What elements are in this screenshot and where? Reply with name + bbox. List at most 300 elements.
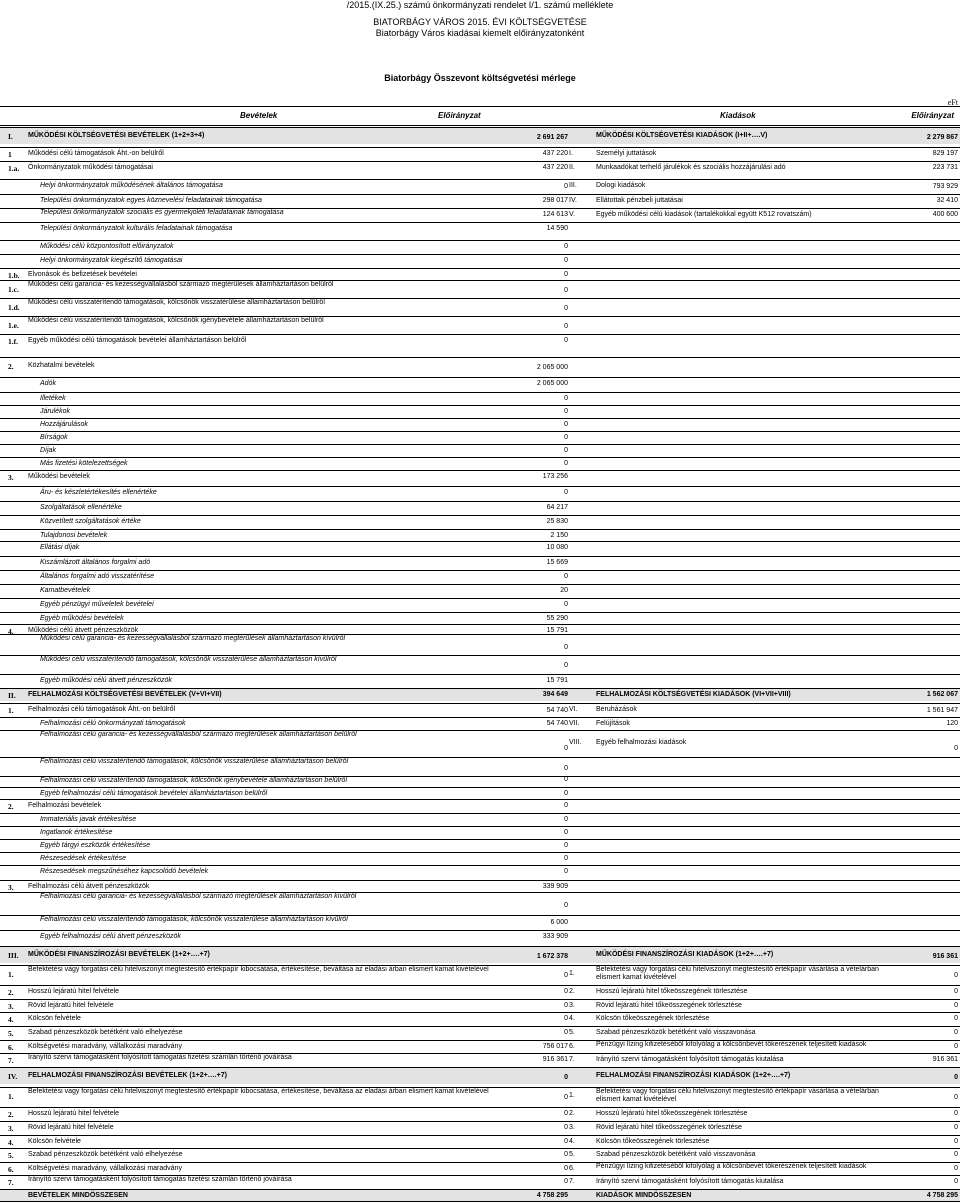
col-expense: Kiadások bbox=[720, 111, 756, 120]
revenue-label: Egyéb működési célú támogatások bevételei államháztartáson belülről bbox=[28, 337, 247, 344]
row-code: 2. bbox=[8, 988, 14, 997]
revenue-value: 0 bbox=[564, 323, 568, 330]
expense-code: 3. bbox=[569, 1002, 575, 1009]
revenue-value: 2 065 000 bbox=[536, 364, 568, 371]
row-code: 1.d. bbox=[8, 303, 20, 312]
row-code: 1.e. bbox=[8, 321, 19, 330]
table-row bbox=[0, 826, 960, 839]
row-code: 1.c. bbox=[8, 285, 19, 294]
row-code: 1.a. bbox=[8, 164, 20, 173]
revenue-value: 0 bbox=[564, 601, 568, 608]
table-row bbox=[0, 1026, 960, 1039]
table-row bbox=[0, 915, 960, 929]
expense-label: Szabad pénzeszközök betétként való visszavonása bbox=[596, 1151, 756, 1158]
revenue-value: 0 bbox=[564, 765, 568, 772]
expense-value: 0 bbox=[954, 1029, 958, 1036]
revenue-value: 0 bbox=[564, 1165, 568, 1172]
expense-label: FELHALMOZÁSI FINANSZÍROZÁSI KIADÁSOK (1+2+….+7) bbox=[596, 1072, 791, 1079]
revenue-value: 15 791 bbox=[546, 627, 568, 634]
table-row bbox=[0, 1087, 960, 1104]
revenue-label: MŰKÖDÉSI KÖLTSÉGVETÉSI BEVÉTELEK (1+2+3+4) bbox=[28, 132, 205, 139]
expense-value: 0 bbox=[954, 1165, 958, 1172]
expense-label: Hosszú lejáratú hitel tőkeösszegének törlesztése bbox=[596, 988, 748, 995]
revenue-value: 0 bbox=[564, 408, 568, 415]
revenue-value: 0 bbox=[564, 1151, 568, 1158]
row-code: 1 bbox=[8, 150, 12, 159]
revenue-label: Települési önkormányzatok kulturális feladatainak támogatása bbox=[40, 225, 233, 232]
revenue-label: Működési célú garancia- és kezességvállalásból származó megtérülések államháztartáson belülről bbox=[28, 281, 334, 288]
revenue-value: 0 bbox=[564, 1074, 568, 1081]
row-code: 3. bbox=[8, 883, 14, 892]
row-code: 1. bbox=[8, 1092, 14, 1101]
revenue-label: Áru- és készletértékesítés ellenértéke bbox=[40, 489, 157, 496]
table-row bbox=[0, 431, 960, 444]
table-row bbox=[0, 1040, 960, 1053]
revenue-label: Felhalmozási célú visszatérítendő támogatások, kölcsönök visszatérülése államháztartáson kívülről bbox=[40, 916, 348, 923]
revenue-label: Felhalmozási célú garancia- és kezességvállalásból származó megtérülések államháztartáson kívülről bbox=[40, 893, 357, 900]
expense-value: 0 bbox=[954, 1138, 958, 1145]
revenue-label: Szolgáltatások ellenértéke bbox=[40, 504, 122, 511]
table-row bbox=[0, 1067, 960, 1084]
page-title: Biatorbágy Összevont költségvetési mérlege bbox=[384, 73, 576, 83]
revenue-value: 0 bbox=[564, 337, 568, 344]
table-row bbox=[0, 730, 960, 755]
table-row bbox=[0, 501, 960, 514]
table-row bbox=[0, 405, 960, 418]
table-row bbox=[0, 570, 960, 583]
revenue-label: Ingatlanok értékesítése bbox=[40, 829, 113, 836]
row-code: I. bbox=[8, 132, 13, 141]
revenue-value: 0 bbox=[564, 855, 568, 862]
revenue-label: Felhalmozási bevételek bbox=[28, 802, 102, 809]
row-code: 7. bbox=[8, 1178, 14, 1187]
revenue-value: 10 080 bbox=[546, 544, 568, 551]
table-row bbox=[0, 418, 960, 431]
revenue-value: 0 bbox=[564, 790, 568, 797]
row-code: 2. bbox=[8, 802, 14, 811]
revenue-value: 0 bbox=[564, 183, 568, 190]
revenue-label: Helyi önkormányzatok kiegészítő támogatásai bbox=[40, 257, 183, 264]
expense-code: 2. bbox=[569, 1110, 575, 1117]
expense-value: 793 929 bbox=[932, 183, 958, 190]
revenue-value: 54 740 bbox=[546, 707, 568, 714]
revenue-value: 4 758 295 bbox=[536, 1192, 568, 1199]
row-code: 3. bbox=[8, 473, 14, 482]
row-code: 2. bbox=[8, 362, 14, 371]
revenue-label: Egyéb felhalmozási célú támogatások bevételei államháztartáson belülről bbox=[40, 790, 268, 797]
revenue-value: 0 bbox=[564, 1029, 568, 1036]
revenue-label: Működési célú központosított előirányzatok bbox=[40, 243, 174, 250]
revenue-value: 0 bbox=[564, 1138, 568, 1145]
expense-code: 3. bbox=[569, 1124, 575, 1131]
revenue-label: Hosszú lejáratú hitel felvétele bbox=[28, 988, 120, 995]
expense-label: Kölcsön tőkeösszegének törlesztése bbox=[596, 1015, 710, 1022]
expense-value: 0 bbox=[954, 1043, 958, 1050]
row-code: 5. bbox=[8, 1029, 14, 1038]
col-revenue-budget: Előirányzat bbox=[438, 111, 481, 120]
row-code: 3. bbox=[8, 1002, 14, 1011]
table-row bbox=[0, 584, 960, 597]
revenue-value: 0 bbox=[564, 287, 568, 294]
revenue-value: 0 bbox=[564, 257, 568, 264]
table-row bbox=[0, 1012, 960, 1025]
revenue-value: 0 bbox=[564, 434, 568, 441]
expense-code: VIII. bbox=[569, 739, 582, 746]
table-row bbox=[0, 179, 960, 193]
table-row bbox=[0, 634, 960, 654]
revenue-value: 298 017 bbox=[542, 197, 568, 204]
revenue-value: 0 bbox=[564, 573, 568, 580]
table-row bbox=[0, 688, 960, 701]
revenue-label: Helyi önkormányzatok működésének általános támogatása bbox=[40, 182, 223, 189]
expense-label: Pénzügyi lízing kifizetéséből kifolyólag a kölcsönbevét tőkerészének teljesített kiadások bbox=[596, 1163, 867, 1170]
table-row bbox=[0, 470, 960, 483]
revenue-label: Egyéb működési bevételek bbox=[40, 615, 124, 622]
table-row bbox=[0, 298, 960, 315]
row-code: 5. bbox=[8, 1151, 14, 1160]
revenue-label: Tulajdonosi bevételek bbox=[40, 532, 108, 539]
expense-value: 0 bbox=[954, 988, 958, 995]
revenue-value: 0 bbox=[564, 816, 568, 823]
revenue-value: 2 691 267 bbox=[536, 134, 568, 141]
expense-value: 223 731 bbox=[932, 164, 958, 171]
row-code: 1.b. bbox=[8, 271, 20, 280]
revenue-label: Más fizetési kötelezettségek bbox=[40, 460, 128, 467]
row-code: 4. bbox=[8, 627, 14, 636]
expense-code: 5. bbox=[569, 1029, 575, 1036]
expense-code: IV. bbox=[569, 197, 577, 204]
revenue-label: Kamatbevételek bbox=[40, 587, 91, 594]
table-row bbox=[0, 892, 960, 912]
table-row bbox=[0, 1121, 960, 1134]
revenue-value: 55 290 bbox=[546, 615, 568, 622]
expense-label: Rövid lejáratú hitel tőkeösszegének törlesztése bbox=[596, 1002, 742, 1009]
expense-value: 0 bbox=[954, 1124, 958, 1131]
table-row bbox=[0, 655, 960, 672]
table-row bbox=[0, 194, 960, 207]
revenue-label: Elvonások és befizetések bevételei bbox=[28, 271, 137, 278]
table-row bbox=[0, 1175, 960, 1188]
revenue-value: 0 bbox=[564, 902, 568, 909]
table-row bbox=[0, 717, 960, 730]
revenue-value: 15 669 bbox=[546, 559, 568, 566]
expense-code: VII. bbox=[569, 720, 580, 727]
revenue-value: 0 bbox=[564, 662, 568, 669]
expense-value: 0 bbox=[954, 1094, 958, 1101]
expense-value: 916 361 bbox=[932, 953, 958, 960]
revenue-value: 2 065 000 bbox=[536, 380, 568, 387]
revenue-label: Felhalmozási célú garancia- és kezességvállalásból származó megtérülések államháztartáson belülről bbox=[40, 731, 357, 738]
table-row bbox=[0, 930, 960, 943]
row-code: 1.f. bbox=[8, 337, 18, 346]
revenue-label: Immateriális javak értékesítése bbox=[40, 816, 137, 823]
revenue-label: Bírságok bbox=[40, 434, 68, 441]
revenue-value: 173 256 bbox=[542, 473, 568, 480]
table-row bbox=[0, 965, 960, 982]
expense-value: 2 279 867 bbox=[926, 134, 958, 141]
revenue-label: Települési önkormányzatok szociális és gyermekjóléti feladatainak támogatása bbox=[40, 209, 284, 216]
revenue-value: 0 bbox=[564, 305, 568, 312]
revenue-label: Egyéb működési célú átvett pénzeszközök bbox=[40, 677, 172, 684]
expense-value: 0 bbox=[954, 745, 958, 752]
revenue-value: 0 bbox=[564, 460, 568, 467]
table-row bbox=[0, 865, 960, 878]
revenue-value: 54 740 bbox=[546, 720, 568, 727]
table-row bbox=[0, 813, 960, 826]
revenue-label: Kiszámlázott általános forgalmi adó bbox=[40, 559, 151, 566]
revenue-label: BEVÉTELEK MINDÖSSZESEN bbox=[28, 1192, 128, 1199]
table-row bbox=[0, 222, 960, 235]
expense-code: III. bbox=[569, 182, 577, 189]
row-code: 6. bbox=[8, 1165, 14, 1174]
expense-value: 0 bbox=[954, 1110, 958, 1117]
table-row bbox=[0, 674, 960, 687]
revenue-value: 0 bbox=[564, 868, 568, 875]
expense-code: 6. bbox=[569, 1165, 575, 1172]
expense-label: Felújítások bbox=[596, 720, 630, 727]
expense-code: 7. bbox=[569, 1178, 575, 1185]
expense-code: 5. bbox=[569, 1151, 575, 1158]
revenue-label: Szabad pénzeszközök betétként való elhelyezése bbox=[28, 1151, 183, 1158]
revenue-value: 2 150 bbox=[550, 532, 568, 539]
revenue-value: 14 590 bbox=[546, 225, 568, 232]
table-row bbox=[0, 515, 960, 528]
revenue-value: 0 bbox=[564, 802, 568, 809]
revenue-label: Közvetített szolgáltatások értéke bbox=[40, 518, 141, 525]
table-row bbox=[0, 999, 960, 1012]
revenue-label: Befektetési vagy forgatási célú hitelviszonyt megtestesítő értékpapír kibocsátása, értékesítése, beváltása az eladási árban elismert kamat kivételével bbox=[28, 1088, 489, 1095]
revenue-value: 0 bbox=[564, 829, 568, 836]
revenue-value: 339 909 bbox=[542, 883, 568, 890]
revenue-label: Egyéb felhalmozási célú átvett pénzeszközök bbox=[40, 933, 181, 940]
expense-label: Ellátottak pénzbeli juttatásai bbox=[596, 197, 683, 204]
expense-label: MŰKÖDÉSI KÖLTSÉGVETÉSI KIADÁSOK (I+II+….V) bbox=[596, 132, 768, 139]
revenue-label: Egyéb pénzügyi műveletek bevételei bbox=[40, 601, 154, 608]
expense-value: 916 361 bbox=[932, 1056, 958, 1063]
revenue-label: Felhalmozási célú támogatások Áht.-on belülről bbox=[28, 706, 176, 713]
revenue-label: Hosszú lejáratú hitel felvétele bbox=[28, 1110, 120, 1117]
revenue-value: 756 017 bbox=[542, 1043, 568, 1050]
row-code: 4. bbox=[8, 1015, 14, 1024]
revenue-value: 437 220 bbox=[542, 164, 568, 171]
revenue-label: Működési célú támogatások Áht.-on belülről bbox=[28, 150, 164, 157]
col-revenue: Bevételek bbox=[240, 111, 278, 120]
col-expense-budget: Előirányzat bbox=[911, 111, 954, 120]
table-row bbox=[0, 1162, 960, 1175]
table-row bbox=[0, 208, 960, 221]
revenue-value: 0 bbox=[564, 972, 568, 979]
revenue-label: Illetékek bbox=[40, 395, 66, 402]
revenue-value: 0 bbox=[564, 1015, 568, 1022]
table-row bbox=[0, 852, 960, 865]
table-row bbox=[0, 127, 960, 144]
expense-value: 0 bbox=[954, 972, 958, 979]
revenue-label: Befektetési vagy forgatási célú hitelviszonyt megtestesítő értékpapír kibocsátása, értékesítése, beváltása az eladási árban elismert kamat kivételével bbox=[28, 966, 489, 973]
expense-label: Hosszú lejáratú hitel tőkeösszegének törlesztése bbox=[596, 1110, 748, 1117]
revenue-value: 124 613 bbox=[542, 211, 568, 218]
revenue-value: 394 649 bbox=[542, 691, 568, 698]
revenue-label: Részesedések értékesítése bbox=[40, 855, 126, 862]
expense-label: MŰKÖDÉSI FINANSZÍROZÁSI KIADÁSOK (1+2+….+7) bbox=[596, 951, 774, 958]
row-code: 2. bbox=[8, 1110, 14, 1119]
table-row bbox=[0, 776, 960, 786]
expense-code: II. bbox=[569, 164, 575, 171]
revenue-label: FELHALMOZÁSI FINANSZÍROZÁSI BEVÉTELEK (1+2+….+7) bbox=[28, 1072, 227, 1079]
revenue-label: Rövid lejáratú hitel felvétele bbox=[28, 1124, 114, 1131]
revenue-value: 0 bbox=[564, 988, 568, 995]
row-code: III. bbox=[8, 951, 19, 960]
expense-value: 1 562 067 bbox=[926, 691, 958, 698]
table-row bbox=[0, 240, 960, 253]
revenue-label: Települési önkormányzatok egyes köznevelési feladatainak támogatása bbox=[40, 197, 262, 204]
header-line-2: BIATORBÁGY VÁROS 2015. ÉVI KÖLTSÉGVETÉSE bbox=[373, 17, 587, 27]
revenue-label: Rövid lejáratú hitel felvétele bbox=[28, 1002, 114, 1009]
expense-value: 829 197 bbox=[932, 150, 958, 157]
revenue-label: Működési célú átvett pénzeszközök bbox=[28, 627, 139, 634]
expense-value: 0 bbox=[954, 1002, 958, 1009]
revenue-value: 0 bbox=[564, 776, 568, 783]
revenue-label: Közhatalmi bevételek bbox=[28, 362, 95, 369]
revenue-value: 0 bbox=[564, 447, 568, 454]
revenue-value: 25 830 bbox=[546, 518, 568, 525]
expense-code: 1. bbox=[569, 1092, 575, 1099]
expense-code: 7. bbox=[569, 1056, 575, 1063]
unit-label: eFt bbox=[947, 98, 958, 107]
revenue-label: Részesedések megszűnéséhez kapcsolódó bevételek bbox=[40, 868, 209, 875]
expense-value: 0 bbox=[954, 1015, 958, 1022]
revenue-value: 0 bbox=[564, 1110, 568, 1117]
revenue-value: 0 bbox=[564, 271, 568, 278]
expense-label: Személyi juttatások bbox=[596, 150, 657, 157]
revenue-label: Költségvetési maradvány, vállalkozási maradvány bbox=[28, 1165, 182, 1172]
expense-code: 4. bbox=[569, 1138, 575, 1145]
table-row bbox=[0, 541, 960, 554]
expense-label: Dologi kiadások bbox=[596, 182, 646, 189]
expense-code: V. bbox=[569, 211, 575, 218]
expense-value: 1 561 947 bbox=[926, 707, 958, 714]
table-row bbox=[0, 556, 960, 569]
expense-label: Befektetési vagy forgatási célú hitelviszonyt megtestesítő értékpapír vásárlása a vételárban elismert kamat kivételével bbox=[596, 966, 879, 981]
revenue-label: Működési bevételek bbox=[28, 473, 90, 480]
expense-value: 4 758 295 bbox=[926, 1192, 958, 1199]
expense-label: Pénzügyi lízing kifizetéséből kifolyólag a kölcsönbevét tőkerészének teljesített kiadások bbox=[596, 1041, 867, 1048]
revenue-value: 0 bbox=[564, 489, 568, 496]
table-row bbox=[0, 316, 960, 333]
header-line-3: Biatorbágy Város kiadásai kiemelt előirányzatonként bbox=[375, 28, 585, 38]
expense-value: 0 bbox=[954, 1178, 958, 1185]
table-row bbox=[0, 1107, 960, 1120]
expense-label: Beruházások bbox=[596, 706, 637, 713]
row-code: IV. bbox=[8, 1072, 18, 1081]
revenue-value: 0 bbox=[564, 243, 568, 250]
revenue-value: 333 909 bbox=[542, 933, 568, 940]
revenue-value: 64 217 bbox=[546, 504, 568, 511]
expense-label: Munkaadókat terhelő járulékok és szociális hozzájárulási adó bbox=[596, 164, 786, 171]
revenue-label: Működési célú garancia- és kezességvállalásból származó megtérülések államháztartáson kívülről bbox=[40, 635, 346, 642]
table-row bbox=[0, 985, 960, 998]
row-code: 3. bbox=[8, 1124, 14, 1133]
expense-label: FELHALMOZÁSI KÖLTSÉGVETÉSI KIADÁSOK (VI+VII+VIII) bbox=[596, 691, 791, 698]
revenue-value: 0 bbox=[564, 644, 568, 651]
table-row bbox=[0, 1053, 960, 1066]
table-row bbox=[0, 161, 960, 174]
row-code: 7. bbox=[8, 1056, 14, 1065]
revenue-label: Költségvetési maradvány, vállalkozási maradvány bbox=[28, 1043, 182, 1050]
revenue-value: 0 bbox=[564, 1178, 568, 1185]
revenue-value: 20 bbox=[560, 587, 568, 594]
expense-label: Irányító szervi támogatásként folyósított támogatás kiutalása bbox=[596, 1056, 784, 1063]
expense-label: Kölcsön tőkeösszegének törlesztése bbox=[596, 1138, 710, 1145]
expense-code: 6. bbox=[569, 1043, 575, 1050]
revenue-label: Ellátási díjak bbox=[40, 544, 80, 551]
table-row bbox=[0, 377, 960, 390]
revenue-label: Szabad pénzeszközök betétként való elhelyezése bbox=[28, 1029, 183, 1036]
revenue-value: 0 bbox=[564, 1094, 568, 1101]
revenue-label: Felhalmozási célú önkormányzati támogatások bbox=[40, 720, 186, 727]
expense-code: 4. bbox=[569, 1015, 575, 1022]
table-row bbox=[0, 486, 960, 499]
revenue-label: Működési célú visszatérítendő támogatások, kölcsönök visszatérülése államháztartáson kívülről bbox=[40, 656, 337, 663]
revenue-label: MŰKÖDÉSI FINANSZÍROZÁSI BEVÉTELEK (1+2+….+7) bbox=[28, 951, 210, 958]
table-row bbox=[0, 254, 960, 267]
revenue-label: Adók bbox=[40, 380, 56, 387]
row-code: 1. bbox=[8, 970, 14, 979]
revenue-label: Díjak bbox=[40, 447, 56, 454]
table-row bbox=[0, 357, 960, 374]
table-row bbox=[0, 392, 960, 405]
table-row bbox=[0, 457, 960, 470]
expense-label: Irányító szervi támogatásként folyósított támogatás kiutalása bbox=[596, 1178, 784, 1185]
revenue-value: 6 000 bbox=[550, 919, 568, 926]
table-row bbox=[0, 757, 960, 775]
row-code: II. bbox=[8, 691, 16, 700]
revenue-label: Felhalmozási célú átvett pénzeszközök bbox=[28, 883, 150, 890]
revenue-label: Kölcsön felvétele bbox=[28, 1138, 81, 1145]
expense-value: 32 410 bbox=[936, 197, 958, 204]
expense-code: VI. bbox=[569, 706, 578, 713]
revenue-label: Egyéb tárgyi eszközök értékesítése bbox=[40, 842, 151, 849]
expense-value: 400 600 bbox=[932, 211, 958, 218]
revenue-label: Felhalmozási célú visszatérítendő támogatások, kölcsönök visszatérülése államháztartáson belülről bbox=[40, 758, 349, 765]
expense-code: 1. bbox=[569, 970, 575, 977]
expense-label: Egyéb működési célú kiadások (tartalékokkal együtt K512 rovatszám) bbox=[596, 211, 812, 218]
revenue-label: Működési célú visszatérítendő támogatások, kölcsönök igénybevétele államháztartáson belülről bbox=[28, 317, 324, 324]
header-line-1: /2015.(IX.25.) számú önkormányzati rendelet I/1. számú melléklete bbox=[346, 0, 614, 10]
table-row bbox=[0, 839, 960, 852]
table-row bbox=[0, 799, 960, 812]
row-code: 1. bbox=[8, 706, 14, 715]
revenue-label: Hozzájárulások bbox=[40, 421, 88, 428]
revenue-value: 0 bbox=[564, 1124, 568, 1131]
table-row bbox=[0, 1148, 960, 1161]
table-row bbox=[0, 598, 960, 611]
expense-label: Szabad pénzeszközök betétként való visszavonása bbox=[596, 1029, 756, 1036]
row-code: 4. bbox=[8, 1138, 14, 1147]
table-row bbox=[0, 703, 960, 717]
revenue-value: 0 bbox=[564, 842, 568, 849]
expense-label: Rövid lejáratú hitel tőkeösszegének törlesztése bbox=[596, 1124, 742, 1131]
expense-code: 2. bbox=[569, 988, 575, 995]
column-header bbox=[0, 106, 960, 126]
revenue-label: Kölcsön felvétele bbox=[28, 1015, 81, 1022]
table-row bbox=[0, 444, 960, 457]
revenue-label: Járulékok bbox=[40, 408, 70, 415]
revenue-value: 15 791 bbox=[546, 677, 568, 684]
table-row bbox=[0, 946, 960, 963]
revenue-label: FELHALMOZÁSI KÖLTSÉGVETÉSI BEVÉTELEK (V+VI+VII) bbox=[28, 691, 222, 698]
table-row bbox=[0, 1135, 960, 1148]
expense-label: Egyéb felhalmozási kiadások bbox=[596, 739, 687, 746]
